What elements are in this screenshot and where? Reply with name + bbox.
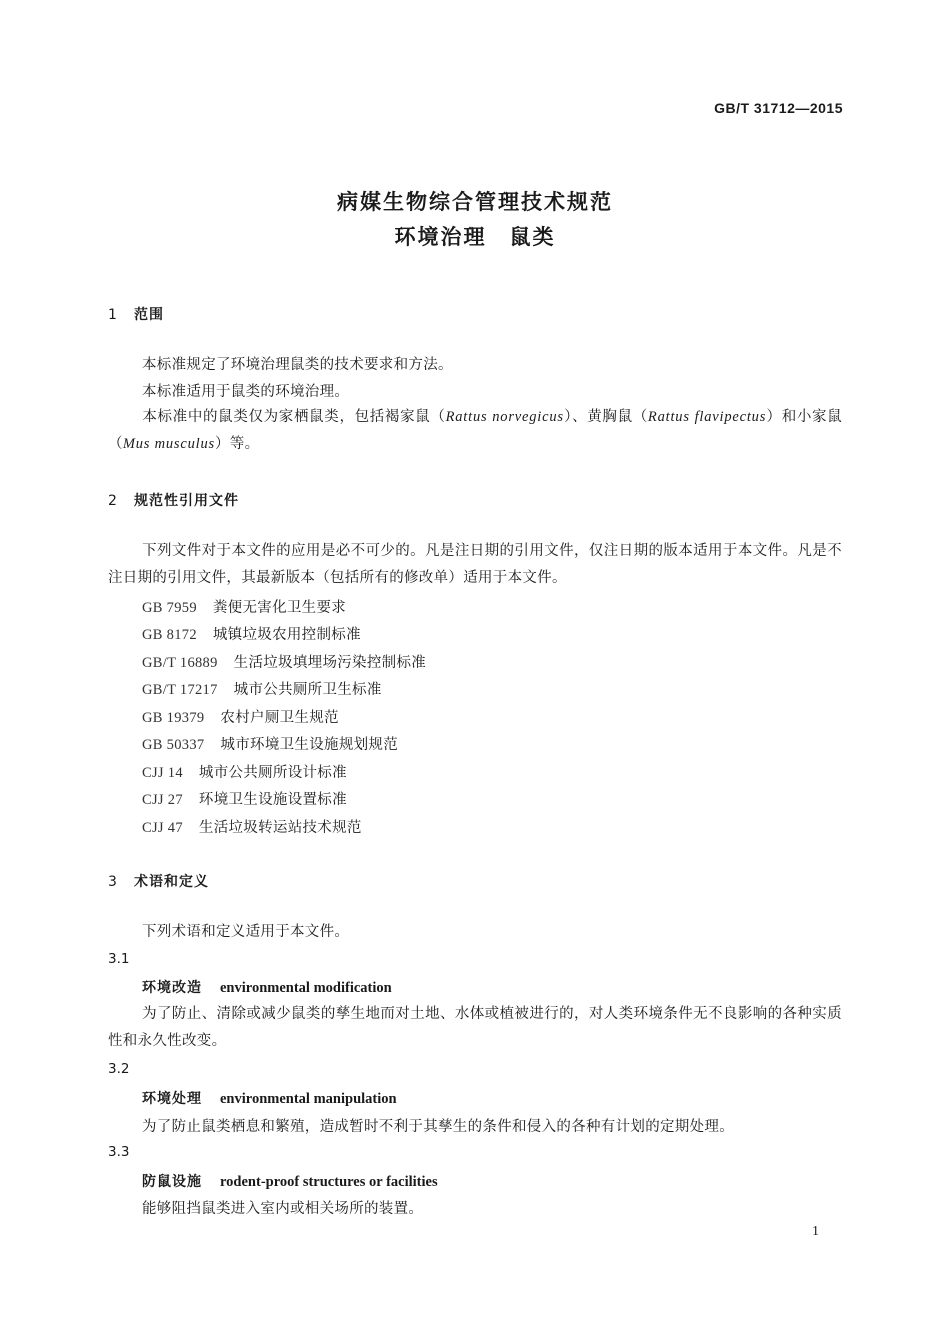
reference-title: 城市环境卫生设施规划规范 [220,737,399,753]
latin-name: Rattus norvegicus [445,409,564,425]
term-number: 3.3 [108,1144,130,1160]
term-number: 3.2 [108,1061,130,1077]
reference-title: 粪便无害化卫生要求 [212,600,347,616]
term-heading [142,1088,397,1108]
section-title: 范围 [134,307,164,323]
paragraph: 本标准适用于鼠类的环境治理。 [142,384,350,400]
page-number: 1 [812,1224,819,1239]
reference-title: 环境卫生设施设置标准 [198,792,347,808]
term-en: environmental modification [220,980,392,996]
reference-item [142,816,362,837]
reference-item [142,733,398,754]
reference-title: 生活垃圾填埋场污染控制标准 [233,655,427,671]
term-heading [142,977,392,997]
reference-title: 生活垃圾转运站技术规范 [198,820,362,836]
section-number: 1 [108,307,118,323]
paragraph: 本标准规定了环境治理鼠类的技术要求和方法。 [142,357,453,373]
reference-title: 城市公共厕所设计标准 [198,765,347,781]
term-definition: 为了防止鼠类栖息和繁殖，造成暂时不利于其孳生的条件和侵入的各种有计划的定期处理。 [142,1119,734,1135]
text: 下列文件对于本文件的应用是必不可少的。凡是注日期的引用文件，仅注日期的版本适用于本文件。凡是不注日期的引用文件，其最新版本（包括所有的修改单）适用于本文件。 [108,543,842,586]
term-zh: 环境处理 [142,1091,202,1107]
latin-name: Mus musculus [122,436,215,452]
reference-title: 农村户厕卫生规范 [220,710,339,726]
reference-item [142,651,426,672]
section-3-heading [108,871,209,891]
standard-number: GB/T 31712—2015 [714,100,843,116]
reference-code: GB 8172 [142,627,197,643]
reference-code: GB 7959 [142,600,197,616]
paragraph-references-intro [108,538,842,592]
text: 为了防止、清除或减少鼠类的孳生地而对土地、水体或植被进行的，对人类环境条件无不良影响的各种实质性和永久性改变。 [108,1006,842,1049]
term-en: environmental manipulation [220,1091,397,1107]
reference-title: 城镇垃圾农用控制标准 [212,627,361,643]
reference-item [142,623,361,644]
term-zh: 环境改造 [142,980,202,996]
reference-code: GB/T 17217 [142,682,218,698]
reference-code: GB/T 16889 [142,655,218,671]
section-title: 规范性引用文件 [134,493,239,509]
reference-item [142,761,347,782]
document-title-line2: 环境治理 鼠类 [394,225,556,249]
reference-item [142,788,347,809]
latin-name: Rattus flavipectus [647,409,767,425]
reference-item [142,678,382,699]
term-zh: 防鼠设施 [142,1174,202,1190]
text: 本标准中的鼠类仅为家栖鼠类，包括褐家鼠（ [142,409,446,425]
reference-code: CJJ 14 [142,765,183,781]
reference-title: 城市公共厕所卫生标准 [233,682,382,698]
reference-code: GB 50337 [142,737,205,753]
reference-code: GB 19379 [142,710,205,726]
text: ）等。 [214,436,260,452]
term-number: 3.1 [108,951,130,967]
section-number: 3 [108,874,118,890]
section-1-heading [108,304,164,324]
paragraph-rodent-species [108,404,842,458]
reference-item [142,706,339,727]
document-title-line1: 病媒生物综合管理技术规范 [337,190,613,214]
section-number: 2 [108,493,118,509]
reference-item [142,596,346,617]
text: ）、黄胸鼠（ [563,409,648,425]
term-en: rodent-proof structures or facilities [220,1174,438,1190]
section-2-heading [108,490,239,510]
reference-code: CJJ 27 [142,792,183,808]
term-definition [108,1001,842,1055]
term-heading [142,1171,438,1191]
text: ）和小家鼠（ [108,409,842,452]
reference-code: CJJ 47 [142,820,183,836]
paragraph: 下列术语和定义适用于本文件。 [142,924,350,940]
section-title: 术语和定义 [134,874,209,890]
term-definition: 能够阻挡鼠类进入室内或相关场所的装置。 [142,1201,424,1217]
